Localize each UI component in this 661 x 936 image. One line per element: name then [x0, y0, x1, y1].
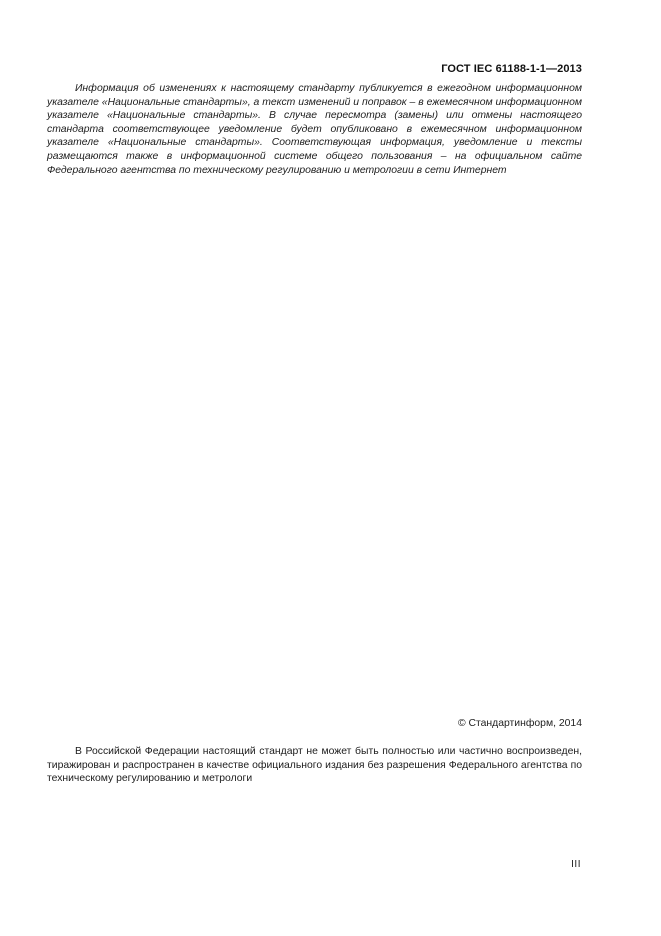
- reproduction-notice-paragraph: В Российской Федерации настоящий стандарт не может быть полностью или частично воспроизведен, тиражирован и распространен в качестве официального издания без разрешения Федерального агентства по техническому регулированию и метрологи: [47, 746, 582, 785]
- page-number: III: [571, 859, 581, 870]
- copyright-line: © Стандартинформ, 2014: [457, 718, 582, 729]
- amendments-info-paragraph: Информация об изменениях к настоящему стандарту публикуется в ежегодном информационном указателе «Национальные стандарты», а текст изменений и поправок – в ежемесячном информационном указателе «Национальные стандарты». В случае пересмотра (замены) или отмены настоящего стандарта соответствующее уведомление будет опубликовано в ежемесячном информационном указателе «Национальные стандарты». Соответствующая информация, уведомление и тексты размещаются также в информационной системе общего пользования – на официальном сайте Федерального агентства по техническому регулированию и метрологии в сети Интернет: [47, 83, 582, 176]
- document-code-header: ГОСТ IEC 61188-1-1—2013: [441, 63, 582, 75]
